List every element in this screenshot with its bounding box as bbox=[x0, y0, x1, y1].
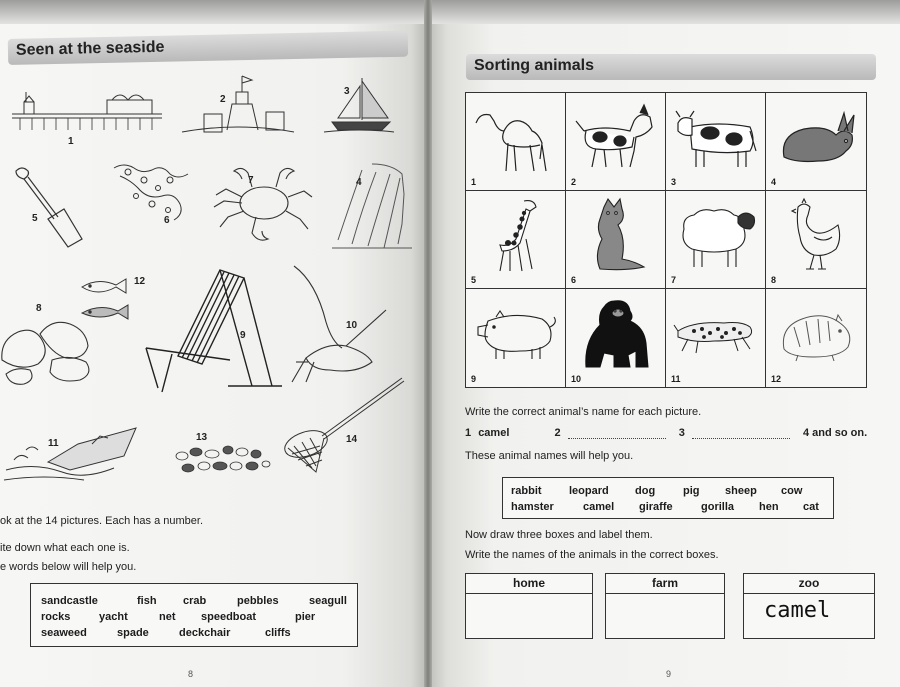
word: pebbles bbox=[237, 595, 279, 607]
picture-number: 10 bbox=[346, 320, 358, 331]
cell-number: 9 bbox=[471, 374, 477, 384]
word: dog bbox=[635, 485, 656, 497]
word-row bbox=[41, 627, 291, 639]
yacht-illustration bbox=[324, 78, 394, 134]
cow-icon bbox=[674, 101, 758, 175]
animal-cell bbox=[666, 93, 766, 191]
animal-cell bbox=[666, 289, 766, 387]
word: seagull bbox=[309, 595, 347, 607]
picture-number: 8 bbox=[36, 303, 42, 314]
word: pier bbox=[295, 611, 316, 623]
cell-number: 10 bbox=[571, 374, 582, 384]
box-label: farm bbox=[606, 574, 724, 594]
cell-number: 12 bbox=[771, 374, 782, 384]
gorilla-icon bbox=[574, 297, 658, 371]
animal-cell bbox=[666, 191, 766, 289]
answer-blank[interactable] bbox=[692, 438, 790, 439]
word: cliffs bbox=[265, 627, 291, 639]
cell-number: 7 bbox=[671, 275, 677, 285]
crab-illustration bbox=[212, 163, 316, 247]
cell-number: 8 bbox=[771, 275, 777, 285]
word-row bbox=[41, 595, 347, 607]
hen-icon bbox=[774, 199, 858, 273]
box-label: home bbox=[466, 574, 592, 594]
pig-icon bbox=[474, 297, 558, 371]
picture-number: 12 bbox=[134, 276, 146, 287]
word: hen bbox=[759, 501, 779, 513]
word-row bbox=[511, 501, 819, 513]
picture-number: 9 bbox=[240, 330, 246, 341]
word: deckchair bbox=[179, 627, 231, 639]
example-tail: 4 and so on. bbox=[802, 427, 868, 439]
right-page-title: Sorting animals bbox=[466, 54, 876, 80]
word: speedboat bbox=[201, 611, 257, 623]
animal-cell bbox=[766, 191, 866, 289]
word: cow bbox=[781, 485, 803, 497]
animal-cell bbox=[766, 93, 866, 191]
cell-number: 3 bbox=[671, 177, 677, 187]
pier-illustration bbox=[12, 88, 162, 133]
example-number: 3 bbox=[678, 427, 685, 439]
seagull-illustration bbox=[286, 262, 390, 388]
giraffe-icon bbox=[474, 199, 558, 273]
sandcastle-illustration bbox=[182, 74, 294, 136]
picture-number: 13 bbox=[196, 432, 208, 443]
cat-icon bbox=[574, 199, 658, 273]
zoo-box[interactable] bbox=[743, 573, 875, 639]
rabbit-icon bbox=[774, 101, 858, 175]
word-row bbox=[511, 485, 802, 497]
word: hamster bbox=[511, 501, 554, 513]
word: crab bbox=[183, 595, 207, 607]
animal-cell bbox=[466, 93, 566, 191]
instruction-line: Write the correct animal’s name for each picture. bbox=[465, 406, 702, 418]
box-label: zoo bbox=[744, 574, 874, 594]
instruction-line: ite down what each one is. bbox=[0, 542, 130, 554]
answer-blank[interactable] bbox=[568, 438, 666, 439]
book-gutter bbox=[424, 0, 432, 687]
page-number: 8 bbox=[188, 669, 194, 679]
speedboat-illustration bbox=[4, 422, 140, 484]
instruction-line: Now draw three boxes and label them. bbox=[465, 529, 653, 541]
word: leopard bbox=[569, 485, 609, 497]
animal-cell bbox=[766, 289, 866, 387]
instruction-line: e words below will help you. bbox=[0, 561, 137, 573]
left-page bbox=[0, 0, 428, 687]
sheep-icon bbox=[674, 199, 758, 273]
picture-number: 5 bbox=[32, 213, 38, 224]
word: giraffe bbox=[639, 501, 673, 513]
word: gorilla bbox=[701, 501, 735, 513]
animal-cell bbox=[466, 191, 566, 289]
fish-illustration bbox=[78, 275, 136, 323]
cell-number: 6 bbox=[571, 275, 577, 285]
camel-icon bbox=[474, 101, 558, 175]
animal-cell bbox=[466, 289, 566, 387]
page-top-shadow bbox=[0, 0, 428, 24]
net-illustration bbox=[282, 376, 406, 476]
left-page-title: Seen at the seaside bbox=[8, 31, 408, 65]
picture-number: 2 bbox=[220, 94, 226, 105]
picture-number: 14 bbox=[346, 434, 358, 445]
word: yacht bbox=[99, 611, 128, 623]
instruction-line: ok at the 14 pictures. Each has a number. bbox=[0, 515, 204, 527]
box-content: camel bbox=[764, 598, 831, 623]
deckchair-illustration bbox=[132, 268, 284, 394]
example-answer-line bbox=[465, 427, 867, 439]
animal-cell bbox=[566, 191, 666, 289]
picture-number: 3 bbox=[344, 86, 350, 97]
picture-number: 7 bbox=[248, 175, 254, 186]
word: sheep bbox=[725, 485, 757, 497]
seaside-word-box bbox=[30, 583, 358, 647]
word: fish bbox=[137, 595, 157, 607]
pebbles-illustration bbox=[172, 436, 272, 478]
cell-number: 2 bbox=[571, 177, 577, 187]
page-number: 9 bbox=[666, 669, 672, 679]
word: rabbit bbox=[511, 485, 542, 497]
animal-cell bbox=[566, 289, 666, 387]
word: camel bbox=[583, 501, 615, 513]
example-number: 1 bbox=[465, 427, 472, 439]
word: sandcastle bbox=[41, 595, 98, 607]
farm-box[interactable] bbox=[605, 573, 725, 639]
dog-icon bbox=[574, 101, 658, 175]
spade-illustration bbox=[12, 165, 84, 251]
cell-number: 4 bbox=[771, 177, 777, 187]
seaweed-illustration bbox=[108, 160, 196, 226]
leopard-icon bbox=[674, 297, 758, 371]
example-number: 2 bbox=[554, 427, 561, 439]
word: pig bbox=[683, 485, 700, 497]
instruction-line: Write the names of the animals in the correct boxes. bbox=[465, 549, 719, 561]
word-row bbox=[41, 611, 315, 623]
picture-number: 11 bbox=[48, 438, 59, 449]
right-page bbox=[428, 0, 900, 687]
home-box[interactable] bbox=[465, 573, 593, 639]
picture-number: 4 bbox=[356, 177, 362, 188]
example-answer: camel bbox=[478, 427, 510, 439]
picture-number: 6 bbox=[164, 215, 170, 226]
cliffs-illustration bbox=[332, 164, 412, 250]
word: spade bbox=[117, 627, 149, 639]
animal-cell bbox=[566, 93, 666, 191]
instruction-line: These animal names will help you. bbox=[465, 450, 634, 462]
hamster-icon bbox=[774, 297, 858, 371]
cell-number: 5 bbox=[471, 275, 477, 285]
animal-picture-grid bbox=[465, 92, 867, 388]
picture-number: 1 bbox=[68, 136, 74, 147]
word: cat bbox=[803, 501, 819, 513]
word: seaweed bbox=[41, 627, 87, 639]
word: net bbox=[159, 611, 176, 623]
cell-number: 1 bbox=[471, 177, 477, 187]
word: rocks bbox=[41, 611, 71, 623]
page-top-shadow bbox=[428, 0, 900, 24]
cell-number: 11 bbox=[671, 374, 681, 384]
animal-names-box bbox=[502, 477, 834, 519]
